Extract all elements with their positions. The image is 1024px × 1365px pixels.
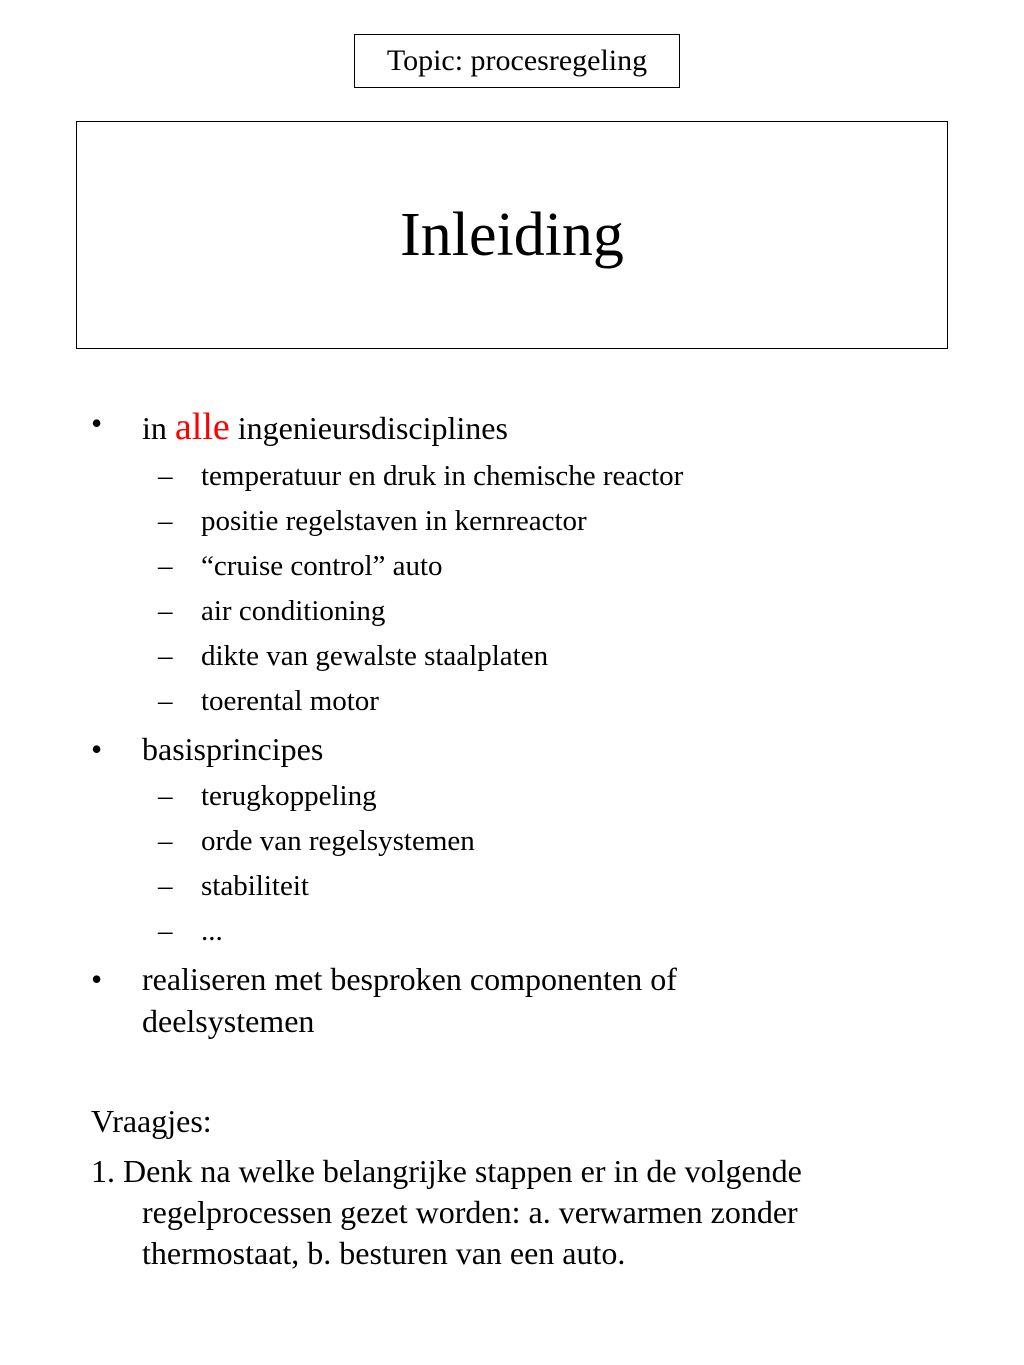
question-1-line1: 1. Denk na welke belangrijke stappen er in de volgende xyxy=(91,1153,802,1189)
topic-text: Topic: procesregeling xyxy=(386,44,648,77)
bullet-marker: • xyxy=(91,961,103,997)
bullet-prefix: in xyxy=(142,410,167,446)
bullet-text-line1: realiseren met besproken componenten of xyxy=(142,961,677,997)
bullet-text: basisprincipes xyxy=(142,731,324,767)
sub-item-text: ... xyxy=(201,915,223,947)
questions-heading: Vraagjes: xyxy=(91,1103,212,1139)
sub-item-text: temperatuur en druk in chemische reactor xyxy=(201,460,684,492)
sub-item-text: “cruise control” auto xyxy=(201,550,443,582)
sub-item-text: positie regelstaven in kernreactor xyxy=(201,505,587,537)
title-box xyxy=(76,121,948,349)
dash-marker: – xyxy=(158,780,173,812)
highlight-word: alle xyxy=(174,406,230,448)
question-1-line3: thermostaat, b. besturen van een auto. xyxy=(142,1235,626,1271)
dash-marker: – xyxy=(158,915,173,947)
bullet-text-line2: deelsystemen xyxy=(142,1003,315,1039)
dash-marker: – xyxy=(158,870,173,902)
topic-label xyxy=(354,34,680,88)
bullet-text xyxy=(142,405,508,449)
question-1-line2: regelprocessen gezet worden: a. verwarmen zonder xyxy=(142,1194,798,1230)
dash-marker: – xyxy=(158,640,173,672)
sub-item-text: dikte van gewalste staalplaten xyxy=(201,640,549,672)
dash-marker: – xyxy=(158,505,173,537)
dash-marker: – xyxy=(158,595,173,627)
page-title: Inleiding xyxy=(400,200,624,269)
dash-marker: – xyxy=(158,825,173,857)
sub-item-text: stabiliteit xyxy=(201,870,309,902)
dash-marker: – xyxy=(158,550,173,582)
sub-item-text: air conditioning xyxy=(201,595,386,627)
sub-item-text: toerental motor xyxy=(201,685,379,717)
bullet-suffix: ingenieursdisciplines xyxy=(237,410,508,446)
sub-item-text: orde van regelsystemen xyxy=(201,825,475,857)
dash-marker: – xyxy=(158,685,173,717)
sub-item-text: terugkoppeling xyxy=(201,780,377,812)
bullet-marker: • xyxy=(91,405,103,441)
dash-marker: – xyxy=(158,460,173,492)
bullet-marker: • xyxy=(91,731,103,767)
